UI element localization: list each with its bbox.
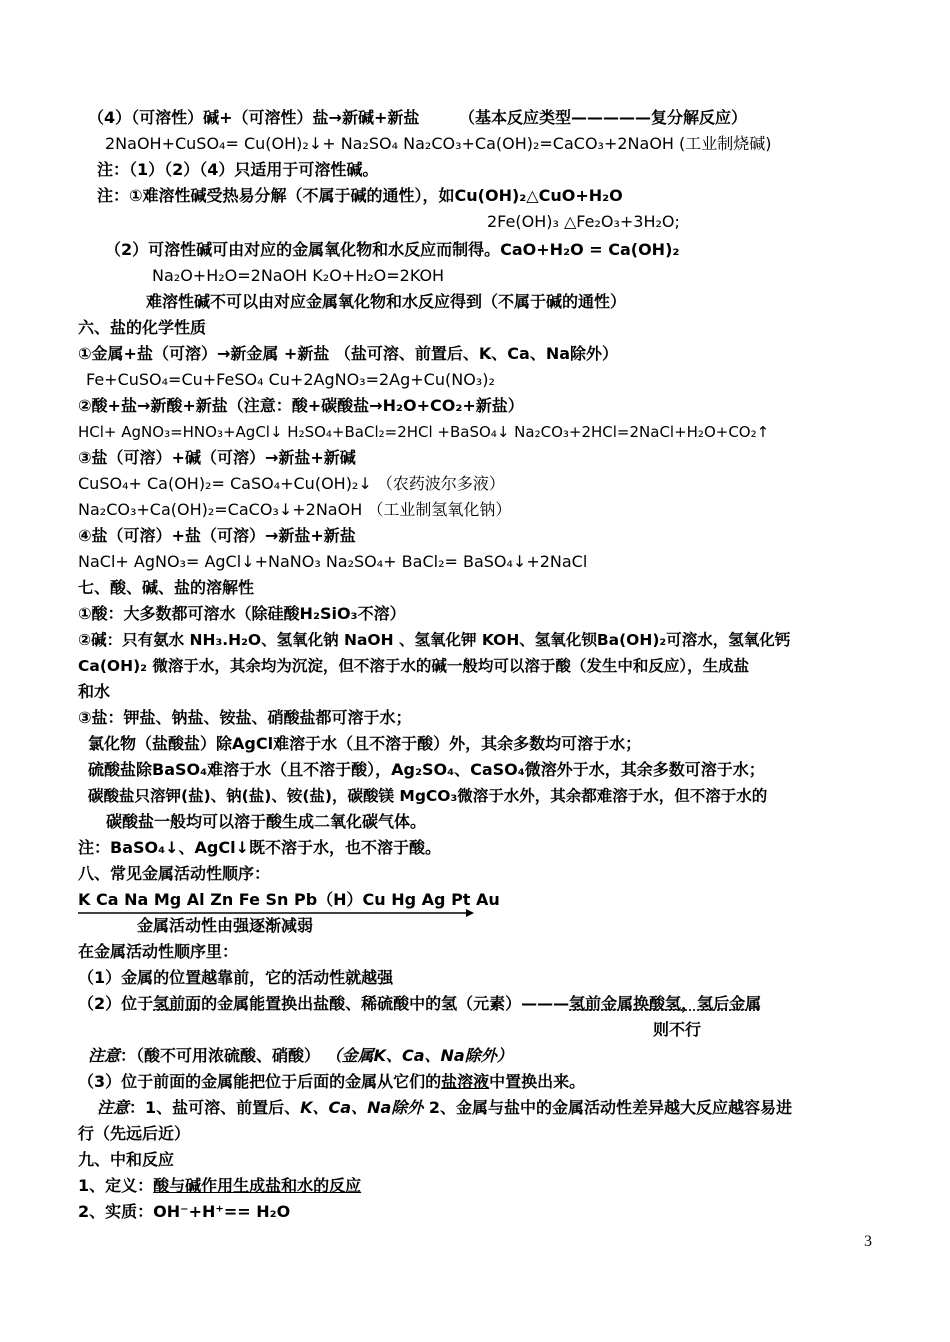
line-37: 注意：（酸不可用浓硫酸、硝酸） （金属K、Ca、Na除外） — [88, 1046, 513, 1065]
line-1: （4）（可溶性）碱+（可溶性）盐→新碱+新盐 （基本反应类型—————复分解反应） — [88, 108, 747, 127]
line-11: Fe+CuSO₄=Cu+FeSO₄ Cu+2AgNO₃=2Ag+Cu(NO₃)₂ — [86, 370, 495, 389]
line-4: 注：①难溶性碱受热易分解（不属于碱的通性），如Cu(OH)₂△CuO+H₂O — [97, 186, 623, 205]
page-number: 3 — [864, 1233, 872, 1250]
section-9-title: 九、中和反应 — [78, 1150, 175, 1169]
line-13: HCl+ AgNO₃=HNO₃+AgCl↓ H₂SO₄+BaCl₂=2HCl +BaSO₄↓ Na₂CO₃+2HCl=2NaCl+H₂O+CO₂↑ — [78, 423, 770, 441]
line-29: 注：BaSO₄↓、AgCl↓既不溶于水，也不溶于酸。 — [78, 838, 442, 857]
line-25: 氯化物（盐酸盐）除AgCl难溶于水（且不溶于酸）外，其余多数均可溶于水； — [88, 734, 642, 753]
line-16: Na₂CO₃+Ca(OH)₂=CaCO₃↓+2NaOH （工业制氢氧化钠） — [78, 500, 512, 519]
line-21: ②碱：只有氨水 NH₃.H₂O、氢氧化钠 NaOH 、氢氧化钾 KOH、氢氧化钡Ba(OH)₂可溶水，氢氧化钙 — [78, 631, 791, 649]
section-8-title: 八、常见金属活动性顺序： — [78, 864, 271, 883]
line-14: ③盐（可溶）+碱（可溶）→新盐+新碱 — [78, 448, 356, 467]
line-8: 难溶性碱不可以由对应金属氧化物和水反应得到（不属于碱的通性） — [146, 292, 627, 311]
line-26: 硫酸盐除BaSO₄难溶于水（且不溶于酸），Ag₂SO₄、CaSO₄微溶外于水，其余多数可溶于水； — [88, 760, 765, 779]
definition-underlined: 酸与碱作用生成盐和水的反应 — [153, 1176, 362, 1195]
line-36: 则不行 — [653, 1020, 702, 1039]
line-43: 2、实质：OH⁻+H⁺== H₂O — [78, 1202, 291, 1221]
metal-activity-series: K Ca Na Mg Al Zn Fe Sn Pb（H）Cu Hg Ag Pt Au — [78, 890, 500, 909]
line-6: （2）可溶性碱可由对应的金属氧化物和水反应而制得。CaO+H₂O = Ca(OH)₂ — [105, 240, 680, 259]
line-38: （3）位于前面的金属能把位于后面的金属从它们的盐溶液中置换出来。 — [78, 1072, 586, 1091]
line-27: 碳酸盐只溶钾(盐)、钠(盐)、铵(盐)，碳酸镁 MgCO₃微溶于水外，其余都难溶于水，但不溶于水的 — [88, 787, 768, 805]
line-17: ④盐（可溶）+盐（可溶）→新盐+新盐 — [78, 526, 356, 545]
activity-caption: 金属活动性由强逐渐减弱 — [137, 916, 314, 935]
line-34: （1）金属的位置越靠前，它的活动性就越强 — [78, 968, 394, 987]
line-22: Ca(OH)₂ 微溶于水，其余均为沉淀，但不溶于水的碱一般均可以溶于酸（发生中和反应），生成盐 — [78, 657, 750, 675]
line-2: 2NaOH+CuSO₄= Cu(OH)₂↓+ Na₂SO₄ Na₂CO₃+Ca(OH)₂=CaCO₃+2NaOH (工业制烧碱) — [105, 134, 772, 153]
section-7-title: 七、酸、碱、盐的溶解性 — [78, 578, 255, 597]
line-12: ②酸+盐→新酸+新盐（注意：酸+碳酸盐→H₂O+CO₂+新盐） — [78, 396, 524, 415]
line-40: 行（先远后近） — [78, 1124, 191, 1143]
line-33: 在金属活动性顺序里： — [78, 942, 239, 961]
line-18: NaCl+ AgNO₃= AgCl↓+NaNO₃ Na₂SO₄+ BaCl₂= BaSO₄↓+2NaCl — [78, 552, 588, 571]
section-6-title: 六、盐的化学性质 — [78, 318, 207, 337]
emphasis-salt-solution: 盐溶液 — [441, 1072, 490, 1091]
line-35: （2）位于氢前面的金属能置换出盐酸、稀硫酸中的氢（元素）———氢前金属换酸氢，氢后金属 — [78, 994, 762, 1013]
line-3: 注：（1）（2）（4）只适用于可溶性碱。 — [97, 160, 379, 179]
line-23: 和水 — [78, 682, 111, 701]
line-5: 2Fe(OH)₃ △Fe₂O₃+3H₂O; — [487, 212, 680, 231]
arrow-icon: → — [328, 108, 342, 127]
line-20: ①酸：大多数都可溶水（除硅酸H₂SiO₃不溶） — [78, 604, 406, 623]
emphasis-hydrogen-front: 氢前面 — [153, 994, 202, 1013]
line-10: ①金属+盐（可溶）→新金属 +新盐 （盐可溶、前置后、K、Ca、Na除外） — [78, 344, 619, 363]
line-7: Na₂O+H₂O=2NaOH K₂O+H₂O=2KOH — [152, 266, 445, 285]
line-39: 注意：1、盐可溶、前置后、K、Ca、Na除外 2、金属与盐中的金属活动性差异越大反应越容易进 — [97, 1098, 793, 1117]
line-42: 1、定义：酸与碱作用生成盐和水的反应 — [78, 1176, 362, 1195]
line-15: CuSO₄+ Ca(OH)₂= CaSO₄+Cu(OH)₂↓ （农药波尔多液） — [78, 474, 505, 493]
line-28: 碳酸盐一般均可以溶于酸生成二氧化碳气体。 — [106, 812, 427, 831]
line-24: ③盐：钾盐、钠盐、铵盐、硝酸盐都可溶于水； — [78, 708, 412, 727]
